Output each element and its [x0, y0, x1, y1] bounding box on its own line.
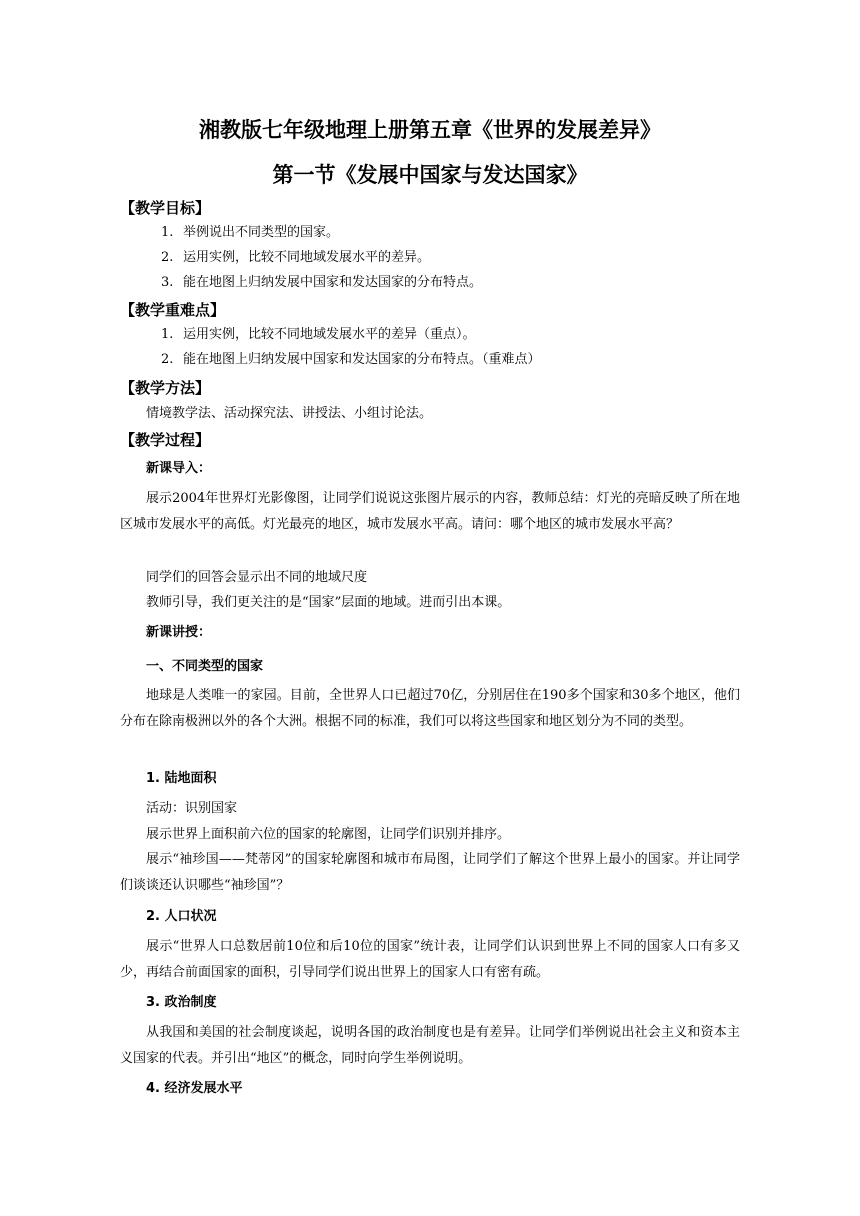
sub1-paragraph: 展示“袖珍国——梵蒂冈”的国家轮廓图和城市布局图，让同学们了解这个世界上最小的国家。并让同学们谈谈还认识哪些“袖珍国”？ — [120, 852, 740, 893]
intro-line: 教师引导，我们更关注的是“国家”层面的地域。进而引出本课。 — [146, 595, 511, 610]
part1-paragraph: 地球是人类唯一的家园。目前，全世界人口已超过70亿，分别居住在190多个国家和30多个地区，他们分布在除南极洲以外的各个大洲。根据不同的标准，我们可以将这些国家和地区划分为不同的类型。 — [120, 688, 740, 729]
key-point-item-number: 2. — [161, 352, 174, 367]
key-points-heading: 【教学重难点】 — [120, 301, 226, 319]
document-title: 湘教版七年级地理上册第五章《世界的发展差异》 — [199, 118, 661, 142]
sub1-activity: 活动：识别国家 — [146, 801, 238, 816]
key-point-item — [161, 323, 476, 347]
intro-paragraph: 展示2004年世界灯光影像图，让同学们说说这张图片展示的内容，教师总结：灯光的亮暗反映了所在地区城市发展水平的高低。灯光最亮的地区，城市发展水平高。请问：哪个地区的城市发展水平高？ — [120, 491, 740, 532]
key-point-item-number: 1. — [161, 327, 174, 342]
lecture-label: 新课讲授： — [146, 625, 212, 640]
objective-item-number: 1. — [161, 225, 174, 240]
sub1-line: 展示世界上面积前六位的国家的轮廓图，让同学们识别并排序。 — [146, 827, 511, 842]
sub2-heading: 2. 人口状况 — [146, 909, 217, 924]
key-point-item-text: 运用实例，比较不同地域发展水平的差异（重点）。 — [183, 327, 476, 342]
objective-item — [161, 221, 339, 245]
intro-line: 同学们的回答会显示出不同的地域尺度 — [146, 570, 368, 585]
methods-text: 情境教学法、活动探究法、讲授法、小组讨论法。 — [146, 406, 433, 421]
intro-label: 新课导入： — [146, 461, 212, 476]
sub3-heading: 3. 政治制度 — [146, 995, 217, 1010]
process-heading: 【教学过程】 — [120, 431, 211, 449]
sub3-paragraph: 从我国和美国的社会制度谈起，说明各国的政治制度也是有差异。让同学们举例说出社会主义和资本主义国家的代表。并引出“地区”的概念，同时向学生举例说明。 — [120, 1025, 740, 1066]
objective-item-text: 运用实例，比较不同地域发展水平的差异。 — [183, 250, 431, 265]
objective-item-number: 2. — [161, 250, 174, 265]
objective-item-number: 3. — [161, 275, 174, 290]
sub1-heading: 1. 陆地面积 — [146, 771, 217, 786]
objective-item — [161, 246, 430, 270]
objectives-heading: 【教学目标】 — [120, 199, 211, 217]
sub2-paragraph: 展示“世界人口总数居前10位和后10位的国家”统计表，让同学们认识到世界上不同的国家人口有多又少，再结合前面国家的面积，引导同学们说出世界上的国家人口有密有疏。 — [120, 939, 740, 980]
sub4-heading: 4. 经济发展水平 — [146, 1081, 243, 1096]
document-subtitle: 第一节《发展中国家与发达国家》 — [272, 163, 588, 187]
key-point-item — [161, 348, 541, 372]
objective-item — [161, 271, 482, 295]
key-point-item-text: 能在地图上归纳发展中国家和发达国家的分布特点。（重难点） — [183, 352, 541, 367]
part1-heading: 一、不同类型的国家 — [146, 659, 264, 674]
objective-item-text: 能在地图上归纳发展中国家和发达国家的分布特点。 — [183, 275, 483, 290]
methods-heading: 【教学方法】 — [120, 379, 211, 397]
objective-item-text: 举例说出不同类型的国家。 — [183, 225, 340, 240]
